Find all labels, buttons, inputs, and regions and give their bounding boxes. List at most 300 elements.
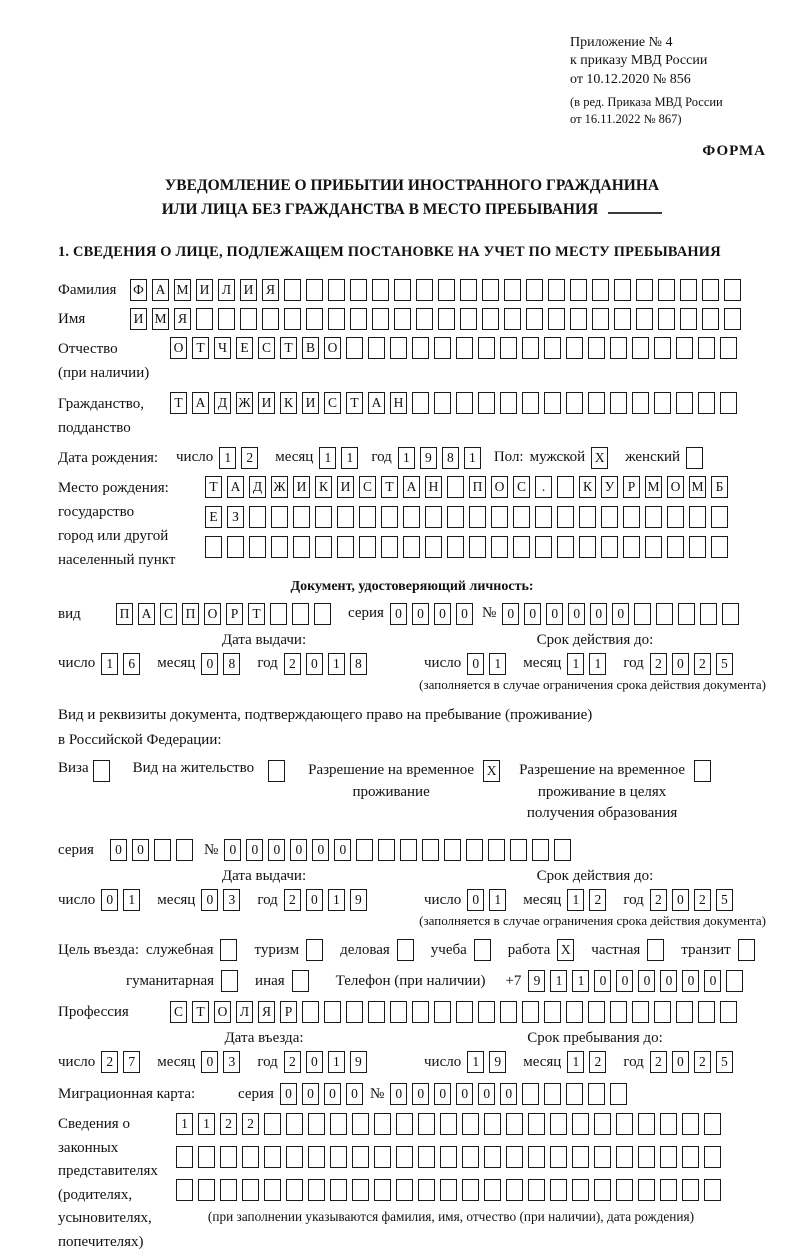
- char-box[interactable]: [658, 279, 675, 301]
- char-box[interactable]: [268, 760, 285, 782]
- char-box[interactable]: [425, 506, 442, 528]
- char-box[interactable]: [330, 1179, 347, 1201]
- char-box[interactable]: И: [293, 476, 310, 498]
- char-box[interactable]: [500, 392, 517, 414]
- char-box[interactable]: [722, 603, 739, 625]
- char-box[interactable]: [506, 1179, 523, 1201]
- char-box[interactable]: [632, 392, 649, 414]
- char-box[interactable]: [416, 308, 433, 330]
- char-box[interactable]: А: [138, 603, 155, 625]
- char-box[interactable]: [315, 536, 332, 558]
- char-box[interactable]: Л: [236, 1001, 253, 1023]
- char-box[interactable]: [352, 1179, 369, 1201]
- char-box[interactable]: [396, 1113, 413, 1135]
- char-box[interactable]: [636, 308, 653, 330]
- char-box[interactable]: [418, 1113, 435, 1135]
- char-box[interactable]: [526, 308, 543, 330]
- char-box[interactable]: Е: [205, 506, 222, 528]
- char-box[interactable]: Д: [214, 392, 231, 414]
- char-box[interactable]: [469, 506, 486, 528]
- char-box[interactable]: [478, 1001, 495, 1023]
- char-box[interactable]: М: [174, 279, 191, 301]
- char-box[interactable]: [532, 839, 549, 861]
- char-box[interactable]: [352, 1146, 369, 1168]
- char-box[interactable]: X: [591, 447, 608, 469]
- char-box[interactable]: Е: [236, 337, 253, 359]
- char-box[interactable]: 2: [694, 1051, 711, 1073]
- char-box[interactable]: 0: [524, 603, 541, 625]
- char-box[interactable]: 0: [412, 1083, 429, 1105]
- char-box[interactable]: 1: [123, 889, 140, 911]
- char-box[interactable]: И: [337, 476, 354, 498]
- char-box[interactable]: 2: [284, 1051, 301, 1073]
- char-box[interactable]: 0: [456, 1083, 473, 1105]
- char-box[interactable]: Д: [249, 476, 266, 498]
- char-box[interactable]: 3: [223, 1051, 240, 1073]
- char-box[interactable]: [678, 603, 695, 625]
- char-box[interactable]: [478, 392, 495, 414]
- char-box[interactable]: [594, 1113, 611, 1135]
- char-box[interactable]: [686, 447, 703, 469]
- char-box[interactable]: 0: [660, 970, 677, 992]
- char-box[interactable]: 9: [350, 889, 367, 911]
- char-box[interactable]: С: [324, 392, 341, 414]
- char-box[interactable]: [601, 506, 618, 528]
- char-box[interactable]: 0: [268, 839, 285, 861]
- char-box[interactable]: [645, 506, 662, 528]
- char-box[interactable]: 2: [101, 1051, 118, 1073]
- char-box[interactable]: 1: [176, 1113, 193, 1135]
- char-box[interactable]: [488, 839, 505, 861]
- char-box[interactable]: [466, 839, 483, 861]
- char-box[interactable]: [694, 760, 711, 782]
- char-box[interactable]: [623, 506, 640, 528]
- char-box[interactable]: 0: [434, 1083, 451, 1105]
- char-box[interactable]: [513, 536, 530, 558]
- char-box[interactable]: [566, 1083, 583, 1105]
- char-box[interactable]: 3: [223, 889, 240, 911]
- char-box[interactable]: [394, 308, 411, 330]
- char-box[interactable]: Н: [425, 476, 442, 498]
- char-box[interactable]: [623, 536, 640, 558]
- char-box[interactable]: [676, 1001, 693, 1023]
- char-box[interactable]: 2: [241, 447, 258, 469]
- char-box[interactable]: [636, 279, 653, 301]
- char-box[interactable]: [522, 1083, 539, 1105]
- char-box[interactable]: Б: [711, 476, 728, 498]
- char-box[interactable]: [506, 1146, 523, 1168]
- char-box[interactable]: 0: [110, 839, 127, 861]
- char-box[interactable]: [738, 939, 755, 961]
- char-box[interactable]: [557, 506, 574, 528]
- char-box[interactable]: [469, 536, 486, 558]
- char-box[interactable]: [456, 1001, 473, 1023]
- char-box[interactable]: [308, 1179, 325, 1201]
- char-box[interactable]: 2: [650, 1051, 667, 1073]
- char-box[interactable]: [544, 1083, 561, 1105]
- char-box[interactable]: [711, 506, 728, 528]
- char-box[interactable]: .: [535, 476, 552, 498]
- char-box[interactable]: М: [645, 476, 662, 498]
- char-box[interactable]: [702, 279, 719, 301]
- char-box[interactable]: А: [368, 392, 385, 414]
- char-box[interactable]: Т: [192, 337, 209, 359]
- char-box[interactable]: С: [170, 1001, 187, 1023]
- char-box[interactable]: Т: [381, 476, 398, 498]
- char-box[interactable]: [394, 279, 411, 301]
- char-box[interactable]: 0: [324, 1083, 341, 1105]
- char-box[interactable]: [535, 506, 552, 528]
- char-box[interactable]: [513, 506, 530, 528]
- char-box[interactable]: [614, 308, 631, 330]
- char-box[interactable]: [550, 1146, 567, 1168]
- char-box[interactable]: [647, 939, 664, 961]
- char-box[interactable]: [550, 1179, 567, 1201]
- char-box[interactable]: К: [280, 392, 297, 414]
- char-box[interactable]: [548, 308, 565, 330]
- char-box[interactable]: 2: [220, 1113, 237, 1135]
- char-box[interactable]: [198, 1179, 215, 1201]
- char-box[interactable]: [412, 1001, 429, 1023]
- char-box[interactable]: [434, 392, 451, 414]
- char-box[interactable]: [359, 506, 376, 528]
- char-box[interactable]: [724, 279, 741, 301]
- char-box[interactable]: [588, 1001, 605, 1023]
- char-box[interactable]: [403, 536, 420, 558]
- char-box[interactable]: [314, 603, 331, 625]
- char-box[interactable]: [544, 1001, 561, 1023]
- char-box[interactable]: С: [160, 603, 177, 625]
- char-box[interactable]: [418, 1179, 435, 1201]
- char-box[interactable]: 1: [219, 447, 236, 469]
- char-box[interactable]: [572, 1179, 589, 1201]
- char-box[interactable]: [482, 279, 499, 301]
- char-box[interactable]: [286, 1113, 303, 1135]
- char-box[interactable]: [286, 1179, 303, 1201]
- char-box[interactable]: 1: [567, 1051, 584, 1073]
- char-box[interactable]: О: [204, 603, 221, 625]
- char-box[interactable]: [526, 279, 543, 301]
- char-box[interactable]: [286, 1146, 303, 1168]
- char-box[interactable]: 2: [589, 889, 606, 911]
- char-box[interactable]: [500, 337, 517, 359]
- char-box[interactable]: [350, 308, 367, 330]
- char-box[interactable]: 6: [123, 653, 140, 675]
- char-box[interactable]: [504, 308, 521, 330]
- char-box[interactable]: 0: [224, 839, 241, 861]
- char-box[interactable]: 0: [201, 889, 218, 911]
- char-box[interactable]: [557, 476, 574, 498]
- char-box[interactable]: 1: [101, 653, 118, 675]
- char-box[interactable]: [425, 536, 442, 558]
- char-box[interactable]: Т: [170, 392, 187, 414]
- char-box[interactable]: [456, 392, 473, 414]
- char-box[interactable]: [346, 1001, 363, 1023]
- char-box[interactable]: [372, 308, 389, 330]
- char-box[interactable]: 1: [567, 889, 584, 911]
- char-box[interactable]: 0: [704, 970, 721, 992]
- char-box[interactable]: [434, 1001, 451, 1023]
- char-box[interactable]: 2: [694, 889, 711, 911]
- char-box[interactable]: 0: [412, 603, 429, 625]
- char-box[interactable]: 2: [694, 653, 711, 675]
- char-box[interactable]: [720, 392, 737, 414]
- char-box[interactable]: [491, 506, 508, 528]
- char-box[interactable]: [292, 970, 309, 992]
- char-box[interactable]: [660, 1113, 677, 1135]
- char-box[interactable]: [352, 1113, 369, 1135]
- char-box[interactable]: [667, 506, 684, 528]
- char-box[interactable]: [462, 1113, 479, 1135]
- char-box[interactable]: [689, 506, 706, 528]
- char-box[interactable]: [528, 1179, 545, 1201]
- char-box[interactable]: [572, 1146, 589, 1168]
- char-box[interactable]: [528, 1113, 545, 1135]
- char-box[interactable]: [396, 1146, 413, 1168]
- char-box[interactable]: М: [152, 308, 169, 330]
- char-box[interactable]: [381, 536, 398, 558]
- char-box[interactable]: 0: [201, 1051, 218, 1073]
- char-box[interactable]: [594, 1146, 611, 1168]
- char-box[interactable]: [462, 1146, 479, 1168]
- char-box[interactable]: [372, 279, 389, 301]
- char-box[interactable]: [374, 1146, 391, 1168]
- char-box[interactable]: 0: [616, 970, 633, 992]
- char-box[interactable]: И: [130, 308, 147, 330]
- char-box[interactable]: 0: [290, 839, 307, 861]
- char-box[interactable]: [588, 1083, 605, 1105]
- char-box[interactable]: [544, 392, 561, 414]
- char-box[interactable]: [249, 506, 266, 528]
- char-box[interactable]: [554, 839, 571, 861]
- char-box[interactable]: [176, 1179, 193, 1201]
- char-box[interactable]: [522, 337, 539, 359]
- char-box[interactable]: О: [491, 476, 508, 498]
- char-box[interactable]: Р: [623, 476, 640, 498]
- char-box[interactable]: [570, 279, 587, 301]
- char-box[interactable]: 2: [284, 889, 301, 911]
- char-box[interactable]: 7: [123, 1051, 140, 1073]
- char-box[interactable]: [264, 1146, 281, 1168]
- char-box[interactable]: [220, 1146, 237, 1168]
- char-box[interactable]: 1: [398, 447, 415, 469]
- char-box[interactable]: Н: [390, 392, 407, 414]
- char-box[interactable]: [374, 1179, 391, 1201]
- char-box[interactable]: Ж: [271, 476, 288, 498]
- char-box[interactable]: [482, 308, 499, 330]
- char-box[interactable]: [638, 1146, 655, 1168]
- char-box[interactable]: 9: [528, 970, 545, 992]
- char-box[interactable]: [381, 506, 398, 528]
- char-box[interactable]: Т: [205, 476, 222, 498]
- char-box[interactable]: 0: [672, 1051, 689, 1073]
- char-box[interactable]: [610, 392, 627, 414]
- char-box[interactable]: [359, 536, 376, 558]
- char-box[interactable]: З: [227, 506, 244, 528]
- char-box[interactable]: [726, 970, 743, 992]
- char-box[interactable]: [660, 1146, 677, 1168]
- char-box[interactable]: [654, 1001, 671, 1023]
- char-box[interactable]: [614, 279, 631, 301]
- char-box[interactable]: [418, 1146, 435, 1168]
- char-box[interactable]: В: [302, 337, 319, 359]
- char-box[interactable]: 9: [420, 447, 437, 469]
- char-box[interactable]: 1: [341, 447, 358, 469]
- char-box[interactable]: И: [240, 279, 257, 301]
- char-box[interactable]: [704, 1179, 721, 1201]
- char-box[interactable]: [704, 1146, 721, 1168]
- char-box[interactable]: Р: [280, 1001, 297, 1023]
- char-box[interactable]: 0: [390, 1083, 407, 1105]
- char-box[interactable]: 2: [650, 889, 667, 911]
- char-box[interactable]: [484, 1146, 501, 1168]
- char-box[interactable]: [240, 308, 257, 330]
- char-box[interactable]: 0: [132, 839, 149, 861]
- char-box[interactable]: 1: [550, 970, 567, 992]
- char-box[interactable]: [330, 1113, 347, 1135]
- char-box[interactable]: [205, 536, 222, 558]
- char-box[interactable]: П: [469, 476, 486, 498]
- char-box[interactable]: [610, 337, 627, 359]
- char-box[interactable]: 0: [201, 653, 218, 675]
- char-box[interactable]: 0: [306, 1051, 323, 1073]
- char-box[interactable]: 5: [716, 653, 733, 675]
- char-box[interactable]: [588, 392, 605, 414]
- char-box[interactable]: [293, 536, 310, 558]
- char-box[interactable]: [462, 1179, 479, 1201]
- char-box[interactable]: С: [359, 476, 376, 498]
- char-box[interactable]: [566, 1001, 583, 1023]
- char-box[interactable]: [440, 1146, 457, 1168]
- char-box[interactable]: [588, 337, 605, 359]
- char-box[interactable]: [308, 1146, 325, 1168]
- char-box[interactable]: [176, 839, 193, 861]
- char-box[interactable]: [447, 506, 464, 528]
- char-box[interactable]: [444, 839, 461, 861]
- char-box[interactable]: [711, 536, 728, 558]
- char-box[interactable]: 0: [346, 1083, 363, 1105]
- char-box[interactable]: [579, 506, 596, 528]
- char-box[interactable]: [656, 603, 673, 625]
- char-box[interactable]: Т: [192, 1001, 209, 1023]
- char-box[interactable]: [566, 337, 583, 359]
- char-box[interactable]: [308, 1113, 325, 1135]
- char-box[interactable]: Я: [262, 279, 279, 301]
- char-box[interactable]: 1: [589, 653, 606, 675]
- char-box[interactable]: П: [116, 603, 133, 625]
- char-box[interactable]: С: [513, 476, 530, 498]
- char-box[interactable]: [315, 506, 332, 528]
- char-box[interactable]: 0: [638, 970, 655, 992]
- char-box[interactable]: [592, 279, 609, 301]
- char-box[interactable]: 0: [334, 839, 351, 861]
- char-box[interactable]: [460, 308, 477, 330]
- char-box[interactable]: 0: [672, 653, 689, 675]
- char-box[interactable]: [638, 1113, 655, 1135]
- char-box[interactable]: [484, 1113, 501, 1135]
- char-box[interactable]: [440, 1113, 457, 1135]
- char-box[interactable]: [292, 603, 309, 625]
- char-box[interactable]: [390, 1001, 407, 1023]
- char-box[interactable]: [548, 279, 565, 301]
- char-box[interactable]: [434, 337, 451, 359]
- char-box[interactable]: 0: [302, 1083, 319, 1105]
- char-box[interactable]: [658, 308, 675, 330]
- char-box[interactable]: [698, 337, 715, 359]
- char-box[interactable]: [616, 1113, 633, 1135]
- char-box[interactable]: 1: [198, 1113, 215, 1135]
- char-box[interactable]: [337, 536, 354, 558]
- char-box[interactable]: 9: [350, 1051, 367, 1073]
- char-box[interactable]: [680, 308, 697, 330]
- char-box[interactable]: 1: [328, 1051, 345, 1073]
- char-box[interactable]: 1: [489, 889, 506, 911]
- char-box[interactable]: [218, 308, 235, 330]
- char-box[interactable]: 5: [716, 889, 733, 911]
- char-box[interactable]: [356, 839, 373, 861]
- char-box[interactable]: 8: [442, 447, 459, 469]
- char-box[interactable]: [412, 392, 429, 414]
- char-box[interactable]: 0: [546, 603, 563, 625]
- char-box[interactable]: А: [227, 476, 244, 498]
- char-box[interactable]: [654, 392, 671, 414]
- char-box[interactable]: Т: [346, 392, 363, 414]
- char-box[interactable]: [689, 536, 706, 558]
- char-box[interactable]: 1: [464, 447, 481, 469]
- char-box[interactable]: [682, 1113, 699, 1135]
- char-box[interactable]: [271, 506, 288, 528]
- char-box[interactable]: [698, 1001, 715, 1023]
- char-box[interactable]: 0: [101, 889, 118, 911]
- char-box[interactable]: 2: [589, 1051, 606, 1073]
- char-box[interactable]: И: [302, 392, 319, 414]
- char-box[interactable]: [484, 1179, 501, 1201]
- char-box[interactable]: [368, 337, 385, 359]
- char-box[interactable]: [704, 1113, 721, 1135]
- char-box[interactable]: [198, 1146, 215, 1168]
- char-box[interactable]: [616, 1146, 633, 1168]
- char-box[interactable]: [474, 939, 491, 961]
- char-box[interactable]: [570, 308, 587, 330]
- char-box[interactable]: [412, 337, 429, 359]
- char-box[interactable]: [440, 1179, 457, 1201]
- char-box[interactable]: [510, 839, 527, 861]
- char-box[interactable]: С: [258, 337, 275, 359]
- char-box[interactable]: [227, 536, 244, 558]
- char-box[interactable]: [438, 308, 455, 330]
- char-box[interactable]: 8: [223, 653, 240, 675]
- char-box[interactable]: Ж: [236, 392, 253, 414]
- char-box[interactable]: [700, 603, 717, 625]
- char-box[interactable]: [400, 839, 417, 861]
- char-box[interactable]: И: [258, 392, 275, 414]
- char-box[interactable]: [220, 1179, 237, 1201]
- char-box[interactable]: [610, 1001, 627, 1023]
- char-box[interactable]: [680, 279, 697, 301]
- char-box[interactable]: 0: [246, 839, 263, 861]
- char-box[interactable]: 1: [467, 1051, 484, 1073]
- char-box[interactable]: [447, 476, 464, 498]
- char-box[interactable]: [196, 308, 213, 330]
- char-box[interactable]: [374, 1113, 391, 1135]
- char-box[interactable]: [601, 536, 618, 558]
- char-box[interactable]: У: [601, 476, 618, 498]
- char-box[interactable]: 1: [572, 970, 589, 992]
- char-box[interactable]: [592, 308, 609, 330]
- char-box[interactable]: 2: [650, 653, 667, 675]
- char-box[interactable]: [346, 337, 363, 359]
- char-box[interactable]: Т: [248, 603, 265, 625]
